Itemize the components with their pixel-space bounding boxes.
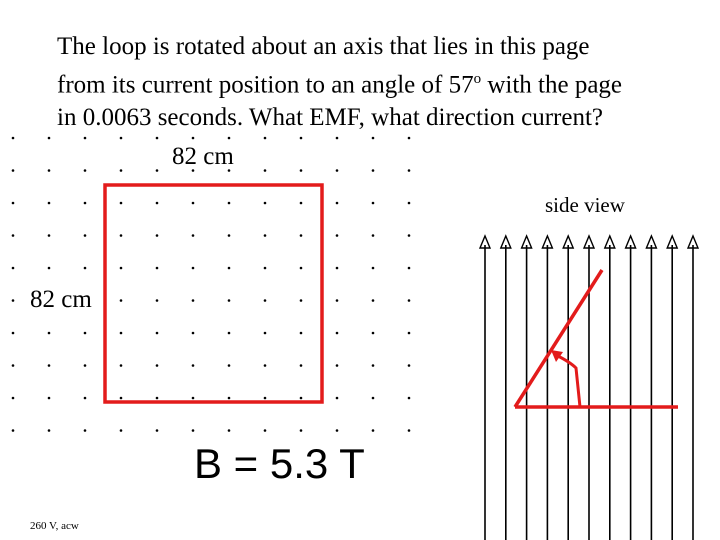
- field-dot: [84, 429, 87, 432]
- field-dot: [372, 299, 375, 302]
- field-dot: [264, 429, 267, 432]
- field-dot: [336, 202, 339, 205]
- field-dot: [300, 332, 303, 335]
- field-dot: [336, 137, 339, 140]
- field-dot: [228, 267, 231, 270]
- field-dot: [156, 364, 159, 367]
- field-dot: [84, 267, 87, 270]
- field-dot: [228, 299, 231, 302]
- magnetic-field-label: B = 5.3 T: [194, 440, 365, 487]
- field-dot: [12, 169, 15, 172]
- field-dot: [156, 429, 159, 432]
- field-dot: [372, 234, 375, 237]
- field-dot: [12, 234, 15, 237]
- field-dot: [228, 137, 231, 140]
- field-dot: [12, 332, 15, 335]
- field-dot: [408, 332, 411, 335]
- question-line-2: from its current position to an angle of 57$^o$ with the page: [57, 71, 623, 99]
- field-dot: [84, 397, 87, 400]
- field-dot: [336, 267, 339, 270]
- field-dot: [228, 364, 231, 367]
- field-dot: [48, 429, 51, 432]
- angle-arrowhead: [551, 350, 563, 362]
- field-dot: [228, 202, 231, 205]
- side-view-loop: [515, 270, 678, 407]
- field-dot: [264, 234, 267, 237]
- field-dot: [408, 137, 411, 140]
- field-dot: [192, 299, 195, 302]
- field-dot: [48, 332, 51, 335]
- field-dot: [372, 267, 375, 270]
- side-length-label: 82 cm: [30, 286, 92, 313]
- field-dot: [408, 397, 411, 400]
- field-dot: [156, 234, 159, 237]
- field-dot: [84, 234, 87, 237]
- field-dot: [300, 299, 303, 302]
- field-dot: [156, 332, 159, 335]
- current-loop: [105, 185, 322, 402]
- side-view-field-lines: [480, 236, 698, 540]
- field-dot: [48, 137, 51, 140]
- field-dot: [48, 397, 51, 400]
- side-view-label: side view: [545, 193, 625, 217]
- field-dot: [120, 299, 123, 302]
- field-dot: [12, 267, 15, 270]
- field-dot: [156, 397, 159, 400]
- field-dot: [156, 202, 159, 205]
- field-dot: [300, 364, 303, 367]
- field-dot: [120, 137, 123, 140]
- field-dot: [120, 429, 123, 432]
- field-dot: [120, 234, 123, 237]
- question-line-3: in 0.0063 seconds. What EMF, what direction current?: [57, 104, 604, 132]
- field-dot: [120, 397, 123, 400]
- field-dot: [84, 137, 87, 140]
- field-dot: [372, 169, 375, 172]
- field-dot: [408, 234, 411, 237]
- field-dot: [120, 364, 123, 367]
- question-line-1: The loop is rotated about an axis that lies in this page: [57, 33, 590, 60]
- field-dot: [408, 169, 411, 172]
- field-dot: [12, 397, 15, 400]
- field-dot: [12, 137, 15, 140]
- field-dot: [336, 169, 339, 172]
- field-dot-grid: [12, 137, 411, 432]
- field-dot: [264, 364, 267, 367]
- field-dot: [372, 202, 375, 205]
- field-dot: [120, 267, 123, 270]
- field-dot: [192, 397, 195, 400]
- field-dot: [408, 267, 411, 270]
- field-dot: [264, 137, 267, 140]
- field-dot: [120, 202, 123, 205]
- field-dot: [408, 202, 411, 205]
- field-dot: [192, 202, 195, 205]
- field-dot: [408, 364, 411, 367]
- field-dot: [300, 429, 303, 432]
- field-dot: [228, 397, 231, 400]
- field-dot: [192, 429, 195, 432]
- field-dot: [264, 332, 267, 335]
- field-dot: [192, 364, 195, 367]
- degree-mark: o: [473, 71, 482, 87]
- field-dot: [84, 169, 87, 172]
- field-dot: [120, 332, 123, 335]
- field-dot: [336, 299, 339, 302]
- field-dot: [48, 234, 51, 237]
- field-dot: [372, 364, 375, 367]
- field-dot: [372, 429, 375, 432]
- field-dot: [192, 234, 195, 237]
- field-dot: [84, 202, 87, 205]
- field-dot: [156, 267, 159, 270]
- field-dot: [408, 299, 411, 302]
- field-dot: [372, 397, 375, 400]
- field-dot: [300, 397, 303, 400]
- field-dot: [228, 332, 231, 335]
- field-dot: [12, 429, 15, 432]
- field-dot: [48, 267, 51, 270]
- field-dot: [264, 397, 267, 400]
- field-dot: [84, 364, 87, 367]
- answer-label: 260 V, acw: [30, 520, 79, 532]
- field-dot: [228, 429, 231, 432]
- field-dot: [336, 429, 339, 432]
- question-text: [57, 30, 707, 134]
- field-dot: [12, 364, 15, 367]
- field-dot: [336, 397, 339, 400]
- field-dot: [336, 332, 339, 335]
- field-dot: [300, 267, 303, 270]
- field-dot: [156, 137, 159, 140]
- field-dot: [372, 332, 375, 335]
- field-dot: [300, 137, 303, 140]
- field-dot: [300, 234, 303, 237]
- field-dot: [192, 267, 195, 270]
- top-length-label: 82 cm: [172, 143, 234, 170]
- field-dot: [408, 429, 411, 432]
- field-dot: [264, 267, 267, 270]
- field-dot: [300, 202, 303, 205]
- field-dot: [156, 169, 159, 172]
- field-dot: [156, 299, 159, 302]
- field-dot: [12, 202, 15, 205]
- field-dot: [192, 137, 195, 140]
- field-dot: [228, 234, 231, 237]
- field-dot: [264, 169, 267, 172]
- field-dot: [192, 332, 195, 335]
- field-dot: [12, 299, 15, 302]
- field-dot: [48, 169, 51, 172]
- field-dot: [336, 234, 339, 237]
- field-dot: [300, 169, 303, 172]
- field-dot: [264, 299, 267, 302]
- field-dot: [372, 137, 375, 140]
- field-dot: [120, 169, 123, 172]
- field-dot: [48, 202, 51, 205]
- field-dot: [48, 364, 51, 367]
- field-dot: [264, 202, 267, 205]
- field-dot: [84, 332, 87, 335]
- field-dot: [336, 364, 339, 367]
